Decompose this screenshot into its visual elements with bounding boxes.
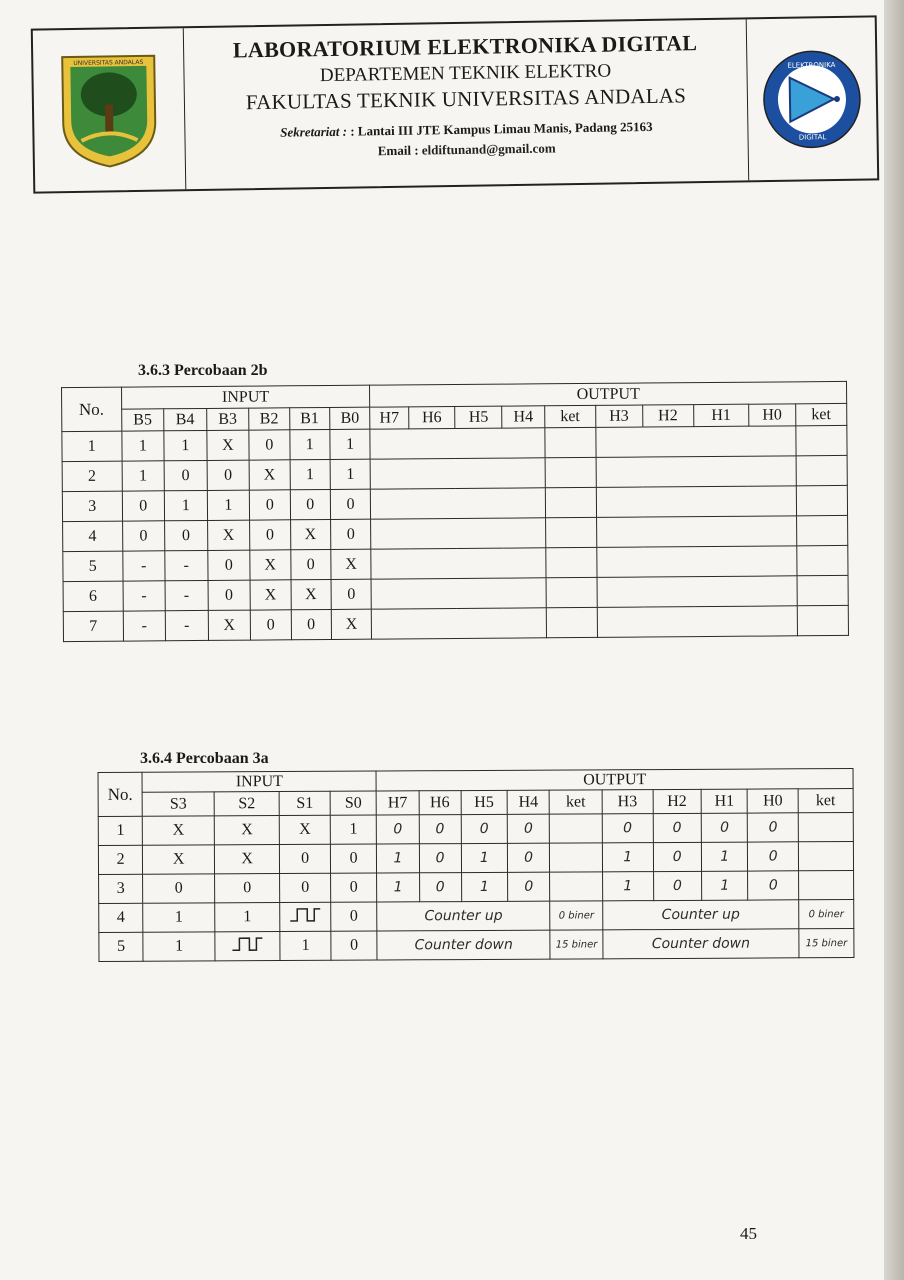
input-cell: 0 (290, 549, 331, 579)
input-cell: 1 (143, 903, 215, 932)
output-cell: 0 (507, 843, 549, 872)
ket-cell (545, 487, 596, 517)
row-number-cell: 4 (99, 903, 143, 932)
output-cell: 1 (377, 844, 419, 873)
ket-cell: 15 biner (550, 930, 603, 959)
letterhead (31, 15, 879, 193)
input-cell: X (207, 520, 250, 550)
input-cell: 1 (280, 931, 331, 960)
input-cell: - (123, 581, 166, 611)
input-cell: 1 (143, 932, 215, 961)
output-cell: 0 (602, 814, 653, 843)
input-cell: X (250, 550, 291, 580)
output-high-cell: Counter down (377, 930, 550, 960)
col-header-h6: H6 (419, 791, 461, 815)
input-cell: X (249, 460, 290, 490)
table-row (99, 929, 854, 962)
input-cell: 1 (122, 461, 165, 491)
input-cell: X (250, 580, 291, 610)
input-cell: - (122, 551, 165, 581)
svg-text:ELEKTRONIKA: ELEKTRONIKA (787, 60, 836, 70)
input-cell: 0 (330, 844, 377, 873)
input-cell: 0 (290, 489, 331, 519)
output-cell: 1 (602, 872, 653, 901)
ket-cell (545, 517, 596, 547)
input-cell: 1 (289, 429, 330, 459)
svg-text:DIGITAL: DIGITAL (798, 132, 827, 142)
col-header-h5: H5 (455, 406, 502, 428)
ket-cell: 15 biner (799, 929, 854, 958)
ket-cell: 0 biner (799, 900, 854, 929)
input-cell: X (331, 549, 372, 579)
department-name: DEPARTEMEN TEKNIK ELEKTRO (319, 60, 612, 87)
output-cell: 1 (702, 871, 749, 900)
output-high-cell (370, 458, 545, 489)
output-low-cell (597, 606, 797, 638)
page-edge (884, 0, 904, 1280)
row-number-cell: 1 (98, 816, 142, 845)
row-number-cell: 2 (62, 461, 122, 491)
col-header-input: INPUT (121, 385, 370, 409)
output-cell: 0 (748, 871, 799, 900)
output-cell: 0 (461, 814, 508, 843)
table-percobaan-2b (61, 381, 849, 642)
secretariat-text: : Lantai III JTE Kampus Limau Manis, Padang 25163 (350, 118, 653, 139)
col-header-s1: S1 (279, 791, 330, 815)
input-cell: X (331, 609, 372, 639)
output-high-cell (371, 578, 546, 609)
ket-cell (796, 425, 847, 455)
col-header-b1: B1 (289, 407, 330, 429)
ket-cell (798, 813, 853, 842)
output-cell: 0 (419, 815, 461, 844)
col-header-b3: B3 (206, 408, 249, 430)
col-header-h6: H6 (408, 406, 455, 428)
input-cell: - (165, 610, 208, 640)
col-header-ket-low: ket (795, 403, 846, 425)
col-header-output: OUTPUT (376, 769, 853, 791)
table-row (99, 900, 854, 933)
input-cell: - (123, 611, 166, 641)
ket-cell (798, 842, 853, 871)
output-cell: 0 (748, 813, 799, 842)
pulse-cell (280, 902, 331, 931)
input-cell: 0 (143, 874, 215, 903)
input-cell: 0 (250, 520, 291, 550)
input-cell: 0 (330, 489, 371, 519)
col-header-no: No. (62, 387, 122, 431)
output-low-cell (596, 486, 796, 518)
ket-cell (797, 605, 848, 635)
output-cell: 0 (377, 815, 419, 844)
col-header-ket-low: ket (798, 789, 853, 813)
input-cell: 0 (330, 873, 377, 902)
input-cell: 0 (249, 490, 290, 520)
output-cell: 0 (653, 871, 702, 900)
output-cell: 0 (653, 813, 702, 842)
row-number-cell: 5 (99, 932, 143, 961)
row-number-cell: 3 (99, 874, 143, 903)
faculty-name: FAKULTAS TEKNIK UNIVERSITAS ANDALAS (245, 83, 687, 115)
output-low-cell: Counter up (603, 900, 799, 930)
output-cell: 0 (507, 814, 549, 843)
input-cell: - (165, 550, 208, 580)
university-logo (33, 28, 187, 191)
secretariat-label: Sekretariat : (280, 123, 348, 140)
email-line (186, 137, 748, 162)
input-cell: X (208, 610, 251, 640)
col-header-h4: H4 (502, 406, 545, 428)
svg-text:UNIVERSITAS ANDALAS: UNIVERSITAS ANDALAS (73, 58, 144, 67)
input-cell: 0 (164, 460, 207, 490)
input-cell: 0 (207, 460, 250, 490)
col-header-b5: B5 (121, 409, 164, 431)
output-low-cell (596, 426, 796, 458)
output-low-cell (596, 456, 796, 488)
ket-cell (550, 843, 603, 872)
input-cell: 0 (250, 610, 291, 640)
input-cell: - (165, 580, 208, 610)
ket-cell (545, 457, 596, 487)
input-cell: 0 (331, 519, 372, 549)
output-low-cell: Counter down (603, 929, 799, 959)
ket-cell (799, 871, 854, 900)
input-cell: X (214, 845, 280, 874)
table-percobaan-3a (98, 768, 855, 962)
col-header-input: INPUT (142, 771, 376, 792)
col-header-ket-high: ket (544, 405, 595, 427)
table-row (98, 813, 853, 846)
input-cell: 1 (164, 490, 207, 520)
input-cell: 1 (164, 430, 207, 460)
clock-pulse-icon (288, 905, 322, 928)
section-title-percobaan-3a: 3.6.4 Percobaan 3a (140, 750, 269, 767)
output-high-cell: Counter up (377, 901, 550, 931)
pulse-cell (215, 932, 281, 961)
input-cell: 1 (207, 490, 250, 520)
input-cell: X (143, 816, 215, 845)
output-cell: 1 (602, 843, 653, 872)
output-cell: 0 (419, 873, 461, 902)
col-header-b0: B0 (330, 407, 371, 429)
col-header-ket-high: ket (549, 790, 602, 814)
ket-cell (546, 547, 597, 577)
input-cell: 0 (122, 491, 165, 521)
output-high-cell (372, 608, 547, 639)
input-cell: 0 (208, 580, 251, 610)
input-cell: 1 (215, 903, 281, 932)
lab-name: LABORATORIUM ELEKTRONIKA DIGITAL (232, 30, 698, 63)
email-label: Email : (377, 142, 419, 159)
ket-cell (797, 575, 848, 605)
col-header-h5: H5 (461, 790, 508, 814)
ket-cell (549, 814, 602, 843)
row-number-cell: 1 (62, 431, 122, 461)
input-cell: 1 (330, 459, 371, 489)
col-header-no: No. (98, 772, 143, 816)
table-row (98, 842, 853, 875)
input-cell: 0 (165, 520, 208, 550)
col-header-output: OUTPUT (370, 381, 847, 407)
input-cell: X (291, 579, 332, 609)
output-high-cell (371, 548, 546, 579)
row-number-cell: 2 (98, 845, 142, 874)
col-header-s3: S3 (142, 792, 214, 816)
col-header-b4: B4 (164, 408, 207, 430)
input-cell: X (206, 430, 249, 460)
row-number-cell: 7 (63, 611, 123, 641)
output-cell: 0 (419, 844, 461, 873)
output-cell: 0 (653, 842, 702, 871)
email-address: eldiftunand@gmail.com (421, 140, 556, 158)
output-cell: 1 (377, 873, 419, 902)
output-cell: 0 (748, 842, 799, 871)
output-cell: 1 (461, 843, 508, 872)
row-number-cell: 5 (63, 551, 123, 581)
page-number: 45 (740, 1224, 757, 1243)
input-cell: 0 (207, 550, 250, 580)
ket-cell (796, 485, 847, 515)
input-cell: 1 (330, 815, 377, 844)
input-cell: X (290, 519, 331, 549)
row-number-cell: 3 (62, 491, 122, 521)
input-cell: 0 (280, 844, 331, 873)
ket-cell: 0 biner (550, 901, 603, 930)
input-cell: 0 (280, 873, 331, 902)
col-header-s2: S2 (214, 792, 279, 816)
ket-cell (546, 607, 597, 637)
col-header-h0: H0 (748, 789, 799, 813)
input-cell: 1 (330, 429, 371, 459)
input-cell: X (214, 816, 280, 845)
output-cell: 0 (701, 813, 748, 842)
output-high-cell (371, 518, 546, 549)
ket-cell (545, 427, 596, 457)
output-cell: 1 (461, 872, 508, 901)
col-header-h3: H3 (602, 790, 653, 814)
lab-logo (746, 17, 878, 180)
row-number-cell: 6 (63, 581, 123, 611)
input-cell: 0 (331, 902, 378, 931)
ket-cell (797, 545, 848, 575)
output-high-cell (370, 428, 545, 459)
input-cell: 0 (331, 931, 378, 960)
input-cell: 0 (215, 874, 281, 903)
col-header-h4: H4 (507, 790, 549, 814)
output-cell: 0 (508, 872, 550, 901)
output-cell: 1 (701, 842, 748, 871)
col-header-h2: H2 (653, 789, 702, 813)
section-title-percobaan-2b: 3.6.3 Percobaan 2b (138, 362, 268, 379)
ket-cell (796, 455, 847, 485)
ket-cell (796, 515, 847, 545)
output-high-cell (371, 488, 546, 519)
col-header-h0: H0 (749, 404, 796, 426)
table-row (63, 605, 848, 641)
col-header-h3: H3 (595, 405, 642, 427)
output-low-cell (596, 516, 796, 548)
col-header-h7: H7 (370, 407, 408, 429)
input-cell: 1 (121, 431, 164, 461)
input-cell: 1 (290, 459, 331, 489)
input-cell: X (143, 845, 215, 874)
col-header-h1: H1 (701, 789, 748, 813)
input-cell: 0 (331, 579, 372, 609)
input-cell: 0 (249, 430, 290, 460)
output-low-cell (597, 546, 797, 578)
ket-cell (550, 872, 603, 901)
col-header-h7: H7 (376, 791, 418, 815)
col-header-h1: H1 (693, 404, 748, 426)
col-header-b2: B2 (249, 408, 290, 430)
clock-pulse-icon (231, 935, 265, 958)
ket-cell (546, 577, 597, 607)
table-row (99, 871, 854, 904)
col-header-h2: H2 (642, 405, 693, 427)
col-header-s0: S0 (330, 791, 377, 815)
input-cell: X (280, 815, 331, 844)
output-low-cell (597, 576, 797, 608)
input-cell: 0 (291, 609, 332, 639)
row-number-cell: 4 (63, 521, 123, 551)
input-cell: 0 (122, 521, 165, 551)
